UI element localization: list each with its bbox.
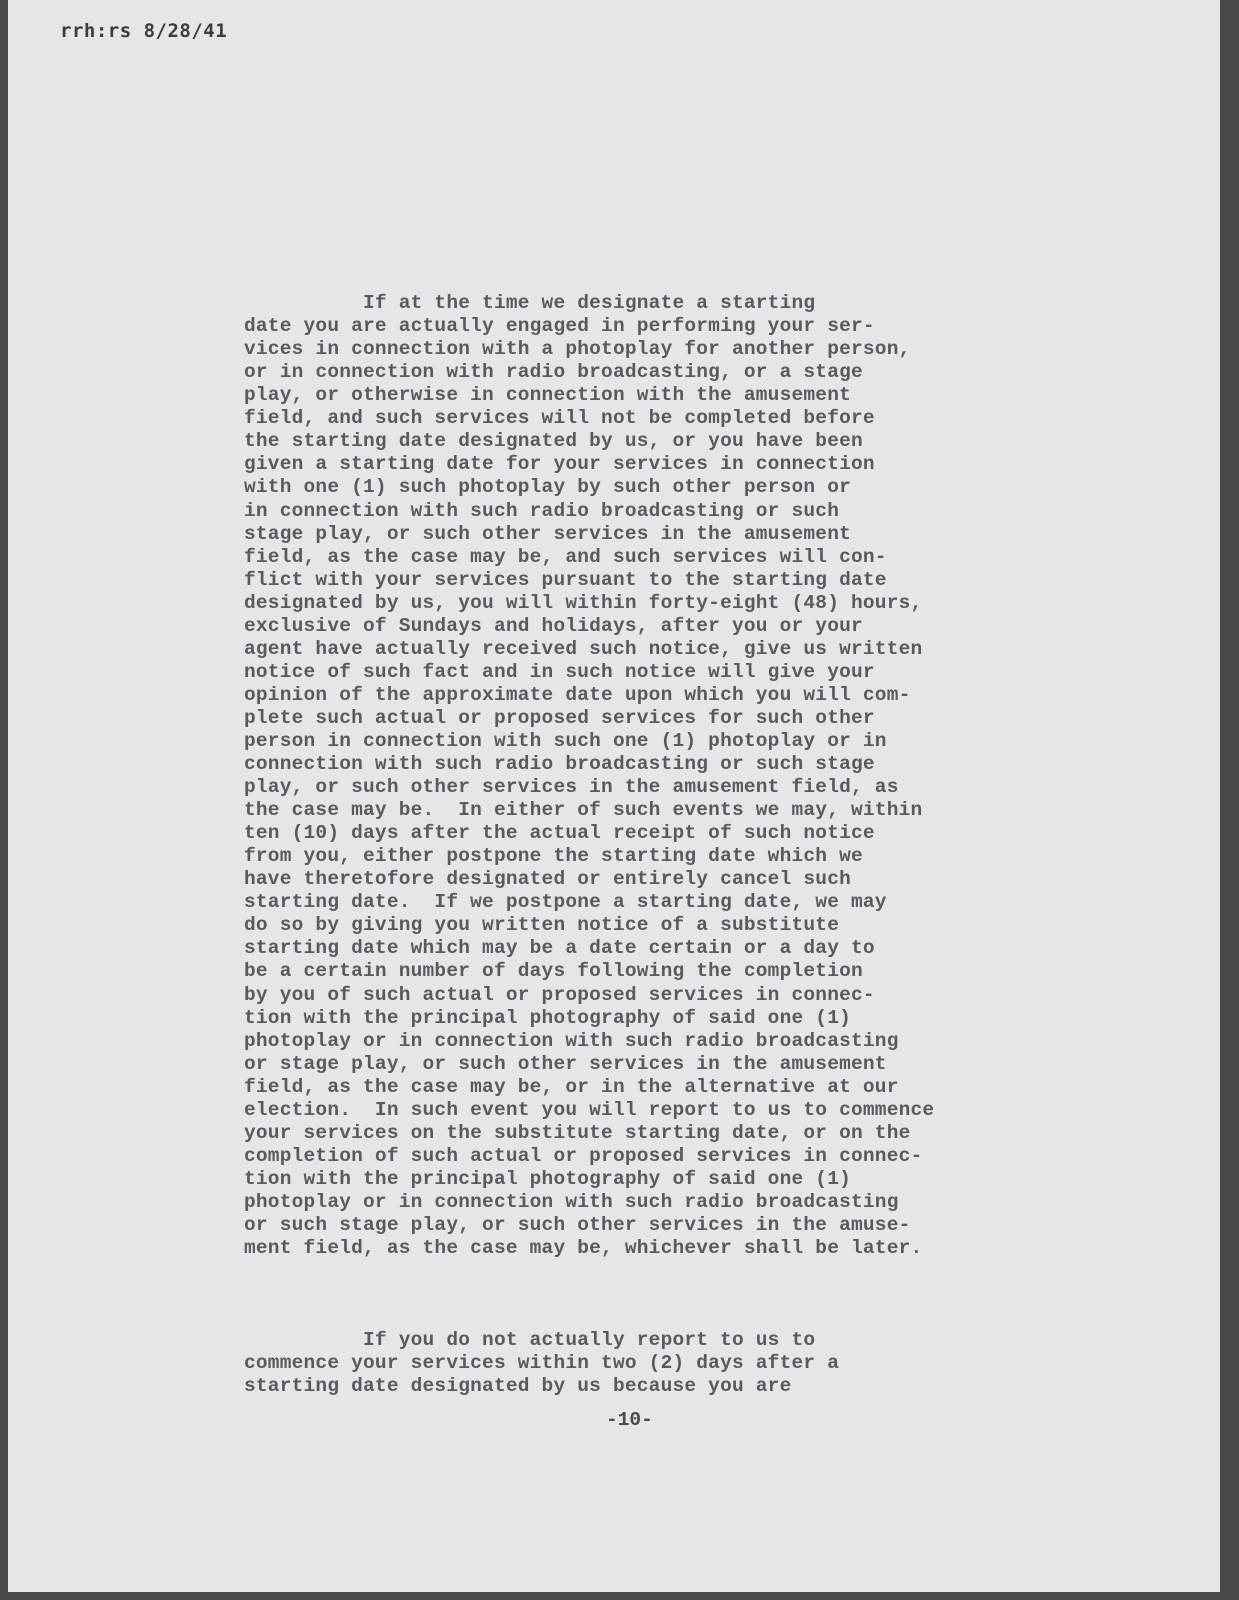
text-line: the starting date designated by us, or you have been [244, 430, 863, 453]
text-line: completion of such actual or proposed services in connec- [244, 1144, 923, 1167]
text-line: in connection with such radio broadcasting or such [244, 499, 840, 522]
text-line: ten (10) days after the actual receipt of such notice [244, 822, 875, 845]
text-line: person in connection with such one (1) photoplay or in [244, 729, 887, 752]
text-line: exclusive of Sundays and holidays, after you or your [244, 614, 863, 637]
page-number: -10- [606, 1409, 653, 1431]
text-line: If at the time we designate a starting [244, 292, 816, 315]
text-line: starting date designated by us because you are [244, 1375, 792, 1398]
text-line: or in connection with radio broadcasting, or a stage [244, 361, 863, 384]
paragraph-starting-date [244, 292, 1074, 1260]
text-line: by you of such actual or proposed services in connec- [244, 983, 875, 1006]
text-line: opinion of the approximate date upon which you will com- [244, 683, 911, 706]
text-line: the case may be. In either of such events we may, within [244, 799, 923, 822]
document-page [8, 0, 1220, 1592]
text-line: tion with the principal photography of said one (1) [244, 1167, 851, 1190]
text-line: do so by giving you written notice of a substitute [244, 914, 840, 937]
text-line: play, or otherwise in connection with the amusement [244, 384, 851, 407]
text-line: be a certain number of days following the completion [244, 960, 863, 983]
text-line: or stage play, or such other services in the amusement [244, 1052, 887, 1075]
text-line: election. In such event you will report to us to commence [244, 1098, 935, 1121]
reference-header: rrh:rs 8/28/41 [60, 20, 228, 42]
text-line: flict with your services pursuant to the starting date [244, 568, 887, 591]
text-line: designated by us, you will within forty-eight (48) hours, [244, 591, 923, 614]
text-line: field, as the case may be, and such services will con- [244, 545, 887, 568]
text-line: notice of such fact and in such notice will give your [244, 660, 875, 683]
text-line: your services on the substitute starting date, or on the [244, 1121, 911, 1144]
text-line: stage play, or such other services in the amusement [244, 522, 851, 545]
text-line: with one (1) such photoplay by such other person or [244, 476, 851, 499]
contract-body [244, 246, 1074, 1444]
text-line: field, and such services will not be completed before [244, 407, 875, 430]
text-line: starting date. If we postpone a starting date, we may [244, 891, 887, 914]
text-line: commence your services within two (2) days after a [244, 1352, 840, 1375]
text-line: play, or such other services in the amusement field, as [244, 776, 899, 799]
text-line: or such stage play, or such other services in the amuse- [244, 1213, 911, 1236]
text-line: agent have actually received such notice, give us written [244, 637, 923, 660]
text-line: tion with the principal photography of said one (1) [244, 1006, 851, 1029]
text-line: connection with such radio broadcasting or such stage [244, 753, 875, 776]
text-line: photoplay or in connection with such radio broadcasting [244, 1190, 899, 1213]
paragraph-report-to-work [244, 1329, 1074, 1398]
text-line: photoplay or in connection with such radio broadcasting [244, 1029, 899, 1052]
text-line: given a starting date for your services in connection [244, 453, 875, 476]
text-line: If you do not actually report to us to [244, 1329, 816, 1352]
text-line: from you, either postpone the starting date which we [244, 845, 863, 868]
text-line: vices in connection with a photoplay for another person, [244, 338, 911, 361]
text-line: date you are actually engaged in performing your ser- [244, 315, 875, 338]
text-line: plete such actual or proposed services for such other [244, 706, 875, 729]
text-line: starting date which may be a date certain or a day to [244, 937, 875, 960]
text-line: have theretofore designated or entirely cancel such [244, 868, 851, 891]
text-line: field, as the case may be, or in the alternative at our [244, 1075, 899, 1098]
text-line: ment field, as the case may be, whichever shall be later. [244, 1237, 923, 1260]
